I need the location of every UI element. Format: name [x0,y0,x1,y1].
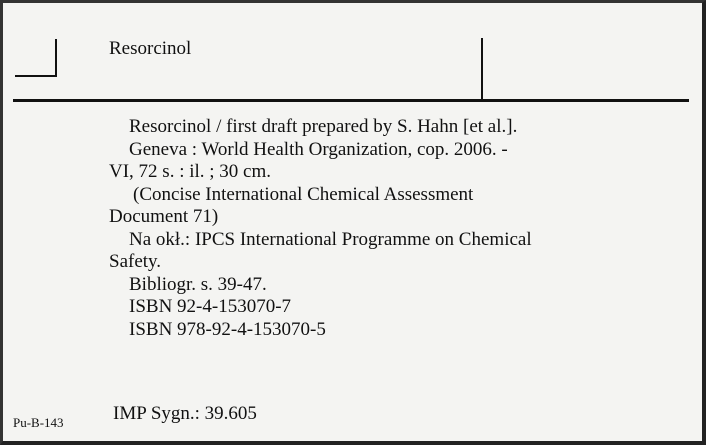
heading-divider-horizontal [13,99,689,102]
publication-line: Geneva : World Health Organization, cop. 2006. - [129,138,508,160]
physical-description: VI, 72 s. : il. ; 30 cm. [109,161,272,182]
corner-mark-vertical [55,39,57,77]
shelfmark: Pu-B-143 [13,415,64,430]
cover-note-line-1: Na okł.: IPCS International Programme on Chemical [129,228,532,250]
isbn-13: ISBN 978-92-4-153070-5 [129,318,326,340]
call-number: IMP Sygn.: 39.605 [113,403,257,424]
corner-mark-horizontal [15,75,57,77]
card-heading: Resorcinol [109,38,192,59]
cover-note-line-2: Safety. [109,251,162,272]
heading-divider-vertical [481,38,483,100]
bibliography-note: Bibliogr. s. 39-47. [129,273,267,295]
card-body [109,116,639,341]
series-line-1: (Concise International Chemical Assessment [133,183,474,205]
title-statement: Resorcinol / first draft prepared by S. Hahn [et al.]. [129,116,518,137]
isbn-10: ISBN 92-4-153070-7 [129,296,292,317]
series-line-2: Document 71) [109,206,219,227]
